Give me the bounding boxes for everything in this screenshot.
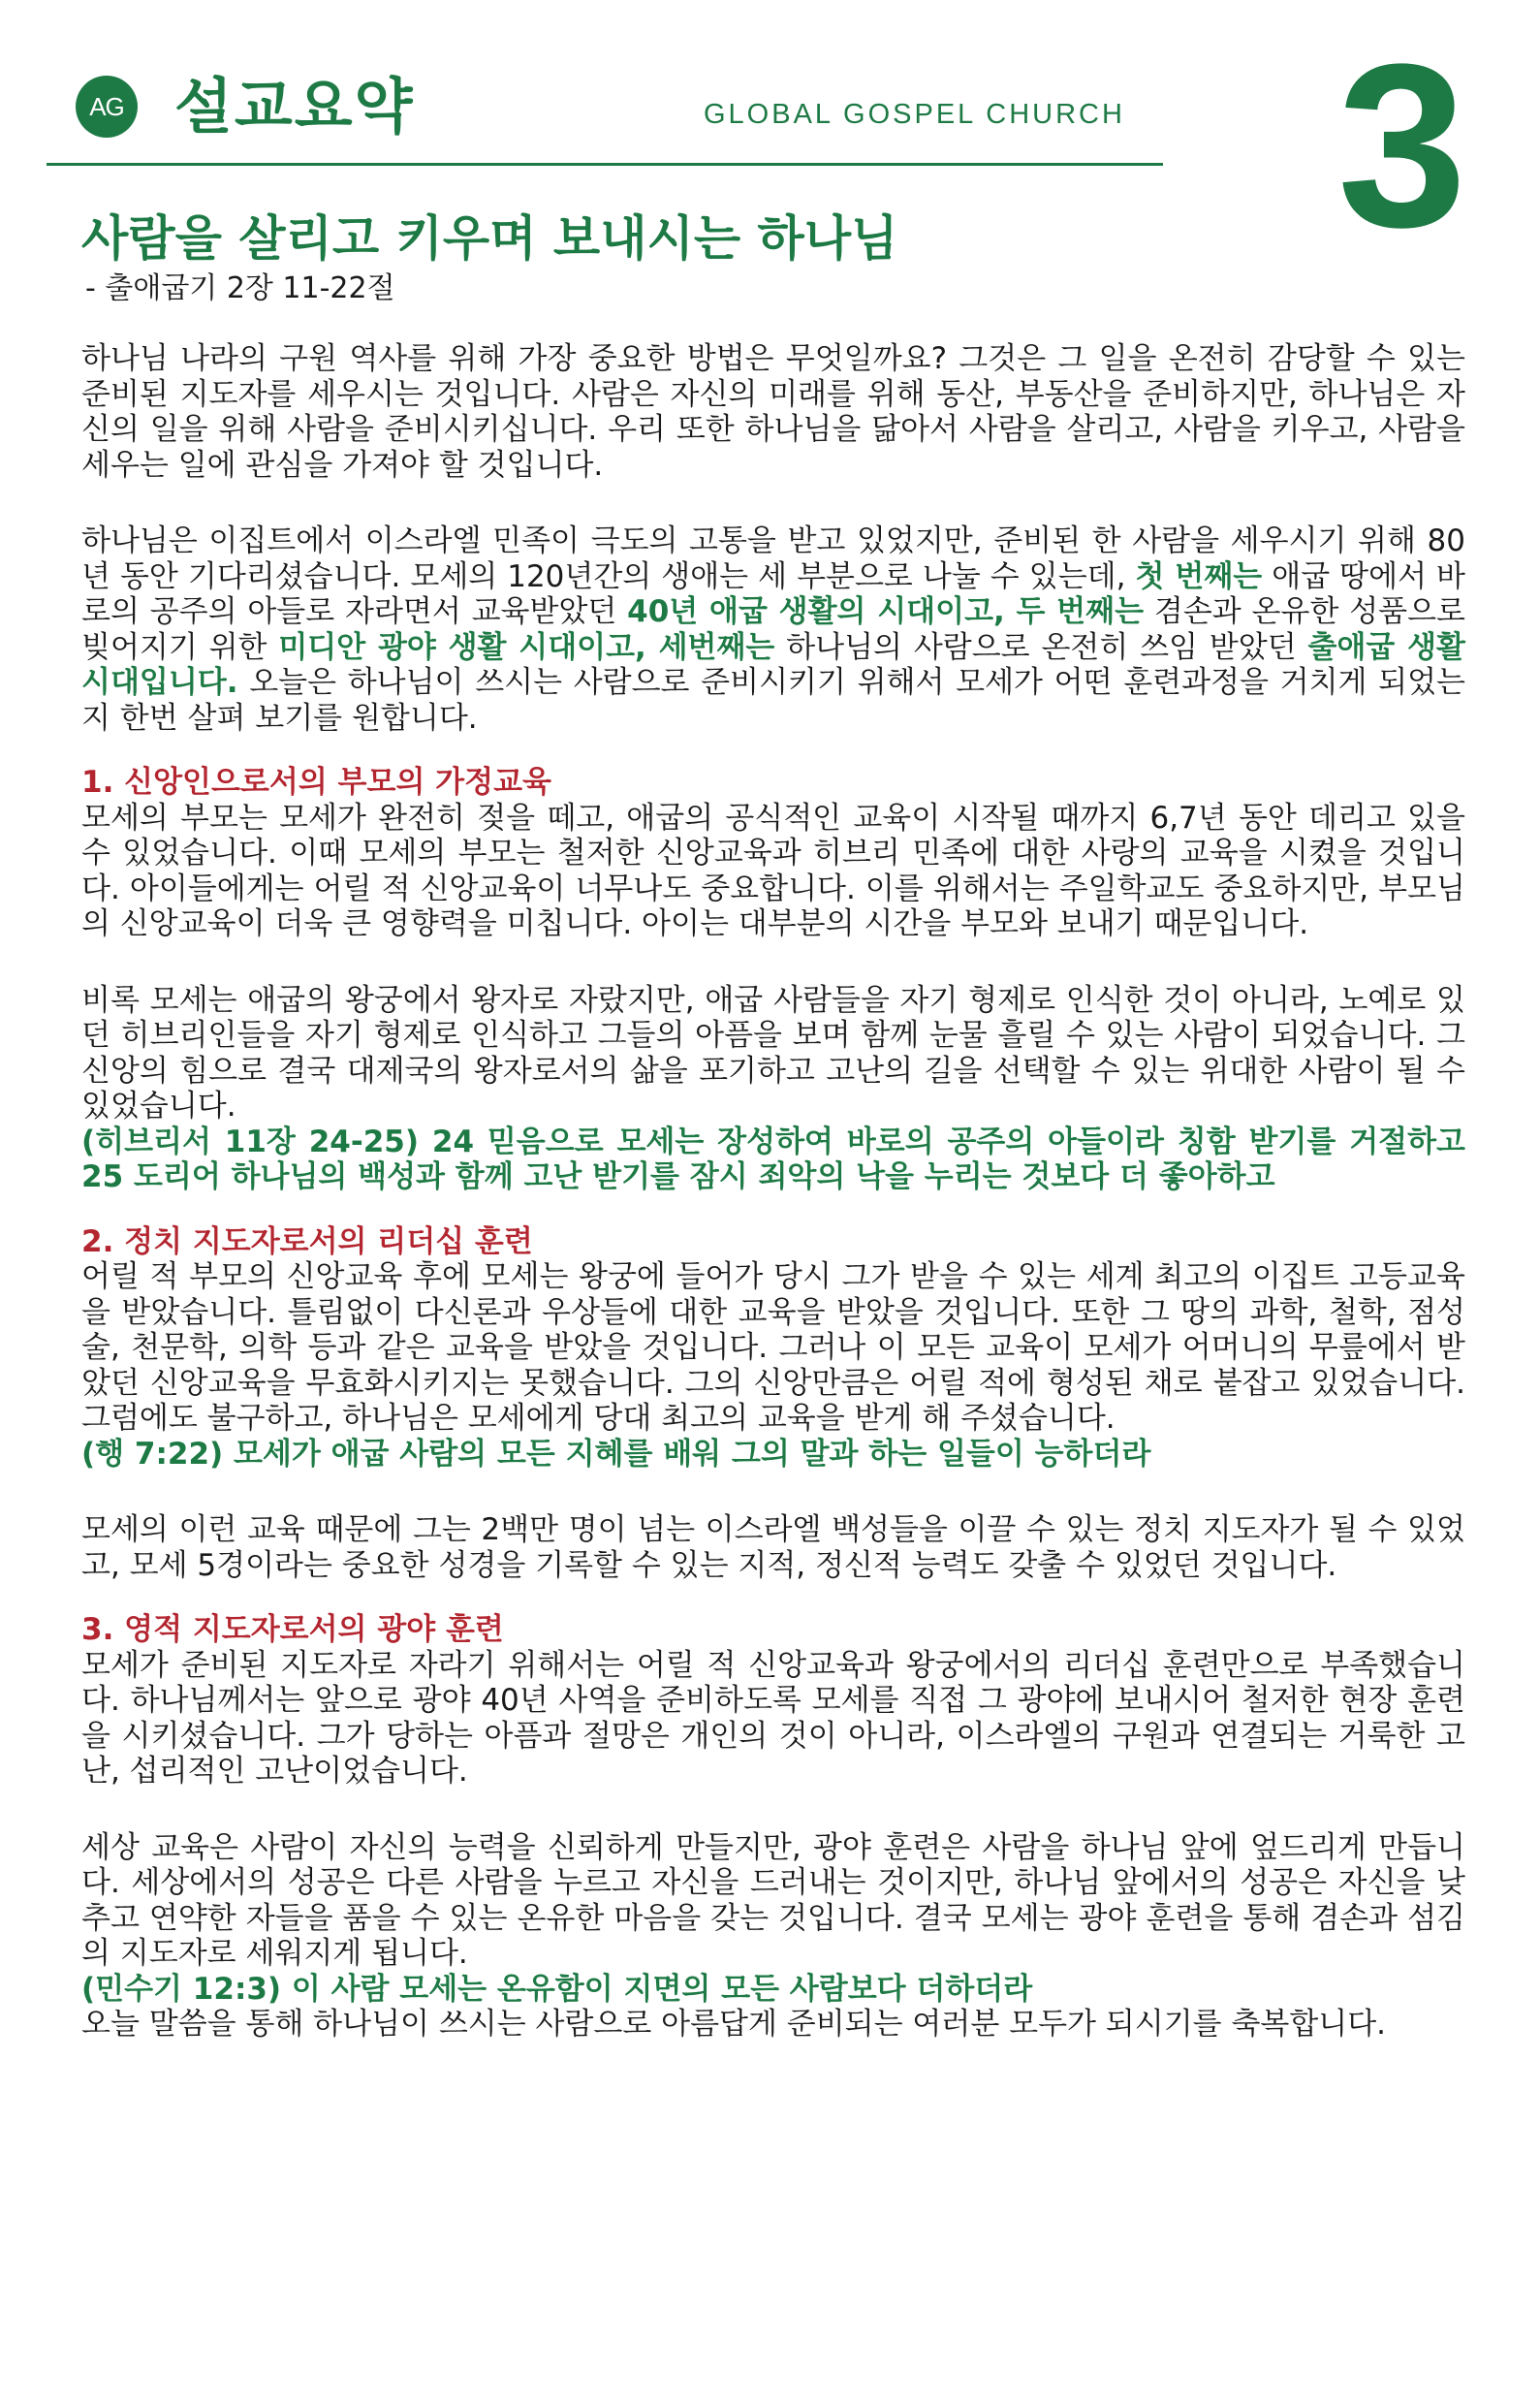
intro-text-3: 겸손과 온유한 성품으로 빚어지기 위한 — [81, 594, 1465, 665]
sermon-body — [81, 341, 1465, 2043]
section-heading-2: 2. 정치 지도자로서의 리더십 훈련 — [81, 1223, 533, 1259]
highlight-fourth: 출애굽 생활 시대입니다. — [81, 629, 1465, 700]
highlight-second: 40년 애굽 생활의 시대이고, 두 번째는 — [627, 594, 1145, 629]
section-1-paragraph-1: 모세의 부모는 모세가 완전히 젖을 떼고, 애굽의 공식적인 교육이 시작될 때까지 6,7년 동안 데리고 있을 수 있었습니다. 이때 모세의 부모는 철저한 신앙교육과 히브리 민족에 대한 사랑의 교육을 시켰을 것입니다. 아이들에게는 어릴 적 신앙교육이 너무나도 중요합니다. 이를 위해서는 주일학교도 중요하지만, 부모님의 신앙교육이 더욱 큰 영향력을 미칩니다. 아이는 대부분의 시간을 부모와 보내기 때문입니다. — [81, 800, 1465, 941]
header-divider — [47, 163, 1163, 166]
intro-paragraph-2 — [81, 523, 1465, 736]
intro-text-4: 하나님의 사람으로 온전히 쓰임 받았던 — [774, 629, 1308, 665]
section-1-verse: (히브리서 11장 24-25) 24 믿음으로 모세는 장성하여 바로의 공주의 아들이라 칭함 받기를 거절하고 25 도리어 하나님의 백성과 함께 고난 받기를 잠시 죄악의 낙을 누리는 것보다 더 좋아하고 — [81, 1124, 1465, 1194]
section-2-verse: (행 7:22) 모세가 애굽 사람의 모든 지혜를 배워 그의 말과 하는 일들이 능하더라 — [81, 1436, 1151, 1472]
intro-text-2: 애굽 땅에서 바로의 공주의 아들로 자라면서 교육받았던 — [81, 558, 1465, 629]
section-2-paragraph-2: 모세의 이런 교육 때문에 그는 2백만 명이 넘는 이스라엘 백성들을 이끌 수 있는 정치 지도자가 될 수 있었고, 모세 5경이라는 중요한 성경을 기록할 수 있는 지적, 정신적 능력도 갖출 수 있었던 것입니다. — [81, 1512, 1465, 1583]
highlight-first: 첫 번째는 — [1135, 558, 1263, 594]
bulletin-title: 설교요약 — [174, 71, 415, 142]
intro-paragraph-1: 하나님 나라의 구원 역사를 위해 가장 중요한 방법은 무엇일까요? 그것은 그 일을 온전히 감당할 수 있는 준비된 지도자를 세우시는 것입니다. 사람은 자신의 미래를 위해 동산, 부동산을 준비하지만, 하나님은 자신의 일을 위해 사람을 준비시키십니다. 우리 또한 하나님을 닮아서 사람을 살리고, 사람을 키우고, 사람을 세우는 일에 관심을 가져야 할 것입니다. — [81, 341, 1465, 483]
issue-number: 3 — [1337, 16, 1467, 275]
section-3-paragraph-2: 세상 교육은 사람이 자신의 능력을 신뢰하게 만들지만, 광야 훈련은 사람을 하나님 앞에 엎드리게 만듭니다. 세상에서의 성공은 다른 사람을 누르고 자신을 드러내는 것이지만, 하나님 앞에서의 성공은 자신을 낮추고 연약한 자들을 품을 수 있는 온유한 마음을 갖는 것입니다. 결국 모세는 광야 훈련을 통해 겸손과 섬김의 지도자로 세워지게 됩니다. — [81, 1829, 1465, 1971]
section-heading-3: 3. 영적 지도자로서의 광야 훈련 — [81, 1612, 504, 1647]
intro-text-1: 하나님은 이집트에서 이스라엘 민족이 극도의 고통을 받고 있었지만, 준비된 한 사람을 세우시기 위해 80년 동안 기다리셨습니다. 모세의 120년간의 생애는 세 부분으로 나눌 수 있는데, — [81, 523, 1465, 594]
church-logo-icon: AG — [76, 76, 138, 138]
section-3-verse: (민수기 12:3) 이 사람 모세는 온유함이 지면의 모든 사람보다 더하더라 — [81, 1971, 1033, 2007]
section-heading-1: 1. 신앙인으로서의 부모의 가정교육 — [81, 765, 551, 800]
section-2-paragraph-1: 어릴 적 부모의 신앙교육 후에 모세는 왕궁에 들어가 당시 그가 받을 수 있는 세계 최고의 이집트 고등교육을 받았습니다. 틀림없이 다신론과 우상들에 대한 교육을 받았을 것입니다. 또한 그 땅의 과학, 철학, 점성술, 천문학, 의학 등과 같은 교육을 받았을 것입니다. 그러나 이 모든 교육이 모세가 어머니의 무릎에서 받았던 신앙교육을 무효화시키지는 못했습니다. 그의 신앙만큼은 어릴 적에 형성된 채로 붙잡고 있었습니다. 그럼에도 불구하고, 하나님은 모세에게 당대 최고의 교육을 받게 해 주셨습니다. — [81, 1259, 1465, 1436]
closing-blessing: 오늘 말씀을 통해 하나님이 쓰시는 사람으로 아름답게 준비되는 여러분 모두가 되시기를 축복합니다. — [81, 2007, 1387, 2042]
scripture-reference: - 출애굽기 2장 11-22절 — [85, 271, 395, 305]
church-name: GLOBAL GOSPEL CHURCH — [704, 99, 1125, 130]
highlight-third: 미디안 광야 생활 시대이고, 세번째는 — [278, 629, 775, 665]
intro-text-5: 오늘은 하나님이 쓰시는 사람으로 준비시키기 위해서 모세가 어떤 훈련과정을 거치게 되었는지 한번 살펴 보기를 원합니다. — [81, 665, 1465, 736]
sermon-title: 사람을 살리고 키우며 보내시는 하나님 — [81, 210, 898, 267]
section-3-paragraph-1: 모세가 준비된 지도자로 자라기 위해서는 어릴 적 신앙교육과 왕궁에서의 리더십 훈련만으로 부족했습니다. 하나님께서는 앞으로 광야 40년 사역을 준비하도록 모세를 직접 그 광야에 보내시어 철저한 현장 훈련을 시키셨습니다. 그가 당하는 아픔과 절망은 개인의 것이 아니라, 이스라엘의 구원과 연결되는 거룩한 고난, 섭리적인 고난이었습니다. — [81, 1647, 1465, 1789]
section-1-paragraph-2: 비록 모세는 애굽의 왕궁에서 왕자로 자랐지만, 애굽 사람들을 자기 형제로 인식한 것이 아니라, 노예로 있던 히브리인들을 자기 형제로 인식하고 그들의 아픔을 보며 함께 눈물 흘릴 수 있는 사람이 되었습니다. 그 신앙의 힘으로 결국 대제국의 왕자로서의 삶을 포기하고 고난의 길을 선택할 수 있는 위대한 사람이 될 수 있었습니다. — [81, 982, 1465, 1124]
